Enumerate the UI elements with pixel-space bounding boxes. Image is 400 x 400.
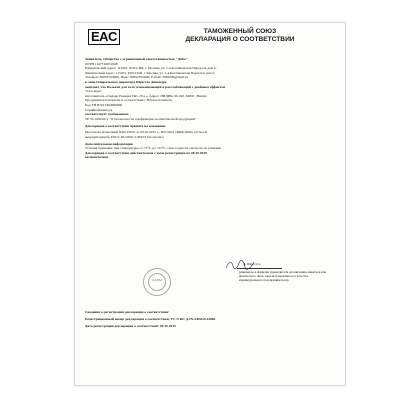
document-line: Декларация о соответствии действительна с даты регистрации по 08.10.2020: [85, 150, 207, 155]
document-line: Декларация о соответствии принята на основании: [85, 123, 166, 128]
document-line: Заявитель, Общество с ограниченной ответственностью "Дабм": [85, 57, 188, 61]
declaration-body: [85, 57, 336, 160]
document-line: Условия хранения: при температуре от +5°С до +25°С, срок годности смотреть на упаковке: [85, 146, 222, 151]
document-line: Протокола испытаний №80 25052 от 09.10.2015 г., ИЛ ООО «ЦКК ОКБ» (аттестат: [85, 130, 208, 135]
document-line: Дополнительная информация: [85, 141, 133, 146]
document-header: [145, 28, 335, 44]
document-line: аккредитации № РОСС RU.0001.21ПК73 бессрочно): [85, 134, 164, 139]
document-line: изготовитель «Сидлер Ремедиз Пвт. Лтд.», Адрес: ИНДИЯ, М-190, MIDC, Ваduja: [85, 93, 207, 98]
eac-logo: EAC: [88, 29, 120, 45]
document-line: "алоэ вера": [85, 89, 102, 94]
stamp-label: ДАБМ: [152, 278, 162, 282]
document-line: заявляет, что Бальзам для тела успокаивающий и расслабляющий с двойным эффектом: [85, 84, 226, 89]
document-line: Продукция изготовлена в соответствии с НД изготовителя: [85, 98, 173, 103]
signatory-name: Д. Шрестха: [243, 262, 261, 266]
document-line: Регистрационный номер декларации о соответствии: ТС N RU Д-IN.АВ35.В.22866: [85, 316, 216, 321]
document-line: Сведения о регистрации декларации о соответствии:: [85, 310, 170, 314]
document-line: Серийный выпуск: [85, 107, 113, 112]
declaration-document: [74, 22, 346, 386]
document-line: ТР ТС 009/2011 "О безопасности парфюмерно-косметической продукции": [85, 116, 197, 121]
document-line: в лице Генерального директора Шрестха Дипендра: [85, 79, 167, 84]
document-line: Дата регистрации декларации о соответствии: 09.10.2015: [85, 323, 176, 328]
document-line: Код ТН ВЭД 3304990000: [85, 102, 123, 107]
document-line: Юридический адрес: 115201, РОССИЯ, г. Москва, ул. 1-я Котляковская Переулок дом 2,: [85, 66, 217, 71]
document-line: соответствует требованиям: [85, 112, 129, 117]
signature-caption: (инициалы и фамилия руководителя организации-заявителя или физического лица, зарегистрированного в качестве индивидуального предпринимателя): [239, 270, 327, 282]
document-line: Фактический адрес: 115201, РОССИЯ, г. Москва, ул. 1-я Котляковская Переулок дом 2,: [85, 70, 215, 75]
header-union-title: ТАМОЖЕННЫЙ СОЮЗ: [203, 28, 277, 35]
document-line: включительно: [85, 155, 109, 160]
document-line: ОГРН 1147746031848: [85, 61, 118, 66]
registration-info: [85, 310, 336, 328]
signature-line: [237, 268, 282, 269]
header-declaration-title: ДЕКЛАРАЦИЯ О СООТВЕТСТВИИ: [185, 36, 295, 43]
document-line: Телефон: 84952763990, Факс: 84952762090, E-mail: 5082588@mail.ru: [85, 75, 188, 80]
